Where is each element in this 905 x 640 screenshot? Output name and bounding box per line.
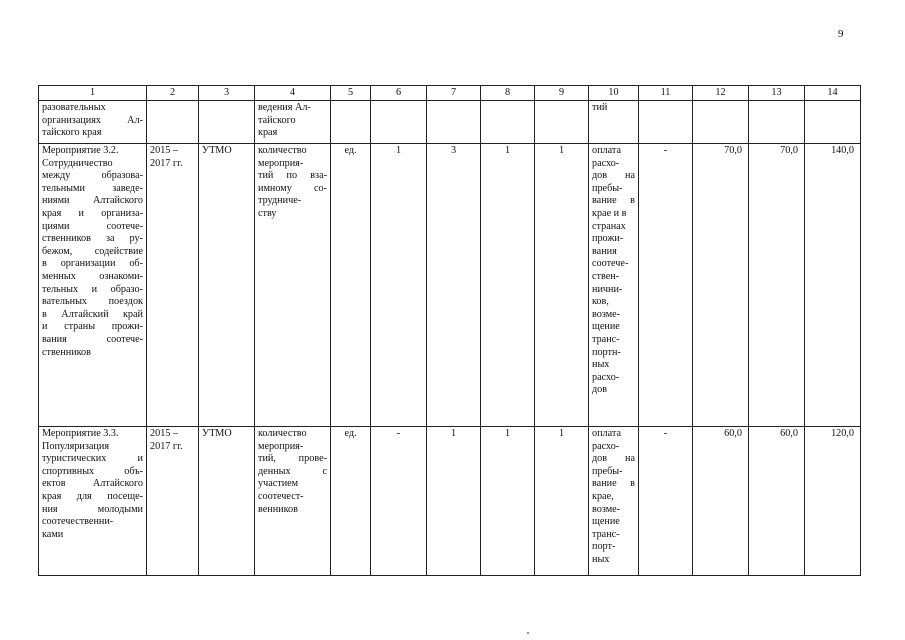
cell-line: мероприя- — [258, 157, 304, 169]
cell-line: ниями Алтайского — [42, 195, 143, 207]
cell-line: расхо- — [592, 440, 620, 452]
cell-line: ственников за ру- — [42, 233, 143, 245]
table-row — [39, 144, 861, 427]
value-cell: 70,0 — [749, 144, 805, 427]
cell-line: тельными заведе- — [42, 182, 143, 194]
cell-line: вание в — [592, 478, 635, 490]
cell-line: дов — [592, 384, 608, 396]
header-cell: 3 — [199, 86, 255, 101]
scan-speck — [527, 632, 529, 634]
cell-line: между образова- — [42, 170, 143, 182]
activity-cell — [39, 101, 147, 144]
header-cell: 10 — [589, 86, 639, 101]
header-cell: 7 — [427, 86, 481, 101]
cell-line: портн- — [592, 346, 621, 358]
header-cell: 5 — [331, 86, 371, 101]
cell-line: тий, прове- — [258, 453, 327, 465]
header-cell: 13 — [749, 86, 805, 101]
cell-line: тельных и образо- — [42, 283, 143, 295]
cell-line: Сотрудничество — [42, 157, 113, 169]
cell-line: 2015 – — [150, 145, 179, 156]
cell-line: вание в — [592, 195, 635, 207]
cell-line: оплата — [592, 428, 621, 439]
cell-line: ствен- — [592, 270, 620, 282]
cell-line: края — [258, 127, 278, 139]
value-cell — [805, 101, 861, 144]
cell-line: участием — [258, 478, 299, 490]
cell-line: порт- — [592, 541, 616, 553]
value-cell — [693, 101, 749, 144]
expense-cell — [589, 101, 639, 144]
value-cell: 3 — [427, 144, 481, 427]
value-cell — [749, 101, 805, 144]
header-cell: 14 — [805, 86, 861, 101]
unit-cell: ед. — [331, 427, 371, 576]
program-table — [38, 85, 861, 576]
column-number-row — [39, 86, 861, 101]
cell-line: ных — [592, 359, 610, 371]
page-number: 9 — [838, 28, 844, 40]
value-cell: - — [639, 144, 693, 427]
cell-line: крае и в — [592, 207, 627, 219]
cell-line: транс- — [592, 333, 620, 345]
cell-line: в организации об- — [42, 258, 143, 270]
cell-line: щение — [592, 321, 620, 333]
value-cell: - — [639, 427, 693, 576]
cell-line: ственников — [42, 346, 91, 358]
cell-line: соотечест- — [258, 490, 304, 502]
cell-line: спортивных объ- — [42, 465, 143, 477]
header-cell: 6 — [371, 86, 427, 101]
cell-line: ектов Алтайского — [42, 478, 143, 490]
activity-cell — [39, 144, 147, 427]
value-cell — [481, 101, 535, 144]
cell-line: оплата — [592, 145, 621, 156]
expense-cell — [589, 144, 639, 427]
cell-line: края для посеще- — [42, 490, 143, 502]
value-cell: 1 — [481, 144, 535, 427]
cell-line: в Алтайский край — [42, 308, 143, 320]
cell-line: вания — [592, 245, 617, 257]
cell-line: и страны прожи- — [42, 321, 143, 333]
value-cell — [427, 101, 481, 144]
header-cell: 8 — [481, 86, 535, 101]
cell-line: Мероприятие 3.3. — [42, 428, 119, 439]
value-cell: 60,0 — [749, 427, 805, 576]
cell-line: возме- — [592, 308, 621, 320]
header-cell: 9 — [535, 86, 589, 101]
value-cell: 60,0 — [693, 427, 749, 576]
cell-line: бежом, содействие — [42, 245, 143, 257]
cell-line: соотечественни- — [42, 516, 114, 528]
cell-line: расхо- — [592, 371, 620, 383]
cell-line: тий по вза- — [258, 170, 327, 182]
cell-line: организациях Ал- — [42, 114, 143, 126]
cell-line: разовательных — [42, 102, 106, 113]
unit-cell — [331, 101, 371, 144]
cell-line: количество — [258, 428, 307, 439]
cell-line: дов на — [592, 453, 635, 465]
executor-cell — [199, 101, 255, 144]
cell-line: пребы- — [592, 465, 623, 477]
cell-line: количество — [258, 145, 307, 156]
table-row — [39, 427, 861, 576]
cell-line: денных с — [258, 465, 327, 477]
cell-line: ков, — [592, 296, 609, 308]
cell-line: дов на — [592, 170, 635, 182]
cell-line: 2015 – — [150, 428, 179, 439]
cell-line: транс- — [592, 528, 620, 540]
cell-line: Популяризация — [42, 440, 109, 452]
value-cell — [371, 101, 427, 144]
expense-cell — [589, 427, 639, 576]
cell-line: мероприя- — [258, 440, 304, 452]
cell-line: тайского — [258, 114, 296, 126]
cell-line: туристических и — [42, 453, 143, 465]
cell-line: 2017 гг. — [150, 440, 183, 452]
cell-line: циями соотече- — [42, 220, 143, 232]
table-row — [39, 101, 861, 144]
value-cell: 1 — [481, 427, 535, 576]
value-cell: 140,0 — [805, 144, 861, 427]
cell-line: вательных поездок — [42, 296, 143, 308]
cell-line: ству — [258, 207, 277, 219]
cell-line: трудниче- — [258, 195, 302, 207]
indicator-cell — [255, 101, 331, 144]
indicator-cell — [255, 144, 331, 427]
cell-line: ками — [42, 528, 64, 540]
cell-line: прожи- — [592, 233, 624, 245]
period-cell — [147, 144, 199, 427]
cell-line: щение — [592, 516, 620, 528]
indicator-cell — [255, 427, 331, 576]
value-cell: 120,0 — [805, 427, 861, 576]
value-cell: 1 — [535, 144, 589, 427]
cell-line: тайского края — [42, 127, 102, 139]
cell-line: возме- — [592, 503, 621, 515]
cell-line: ных — [592, 553, 610, 565]
cell-line: странах — [592, 220, 626, 232]
executor-cell: УТМО — [199, 144, 255, 427]
value-cell: 1 — [535, 427, 589, 576]
cell-line: крае, — [592, 490, 614, 502]
cell-line: тий — [592, 102, 608, 113]
header-cell: 11 — [639, 86, 693, 101]
value-cell: - — [371, 427, 427, 576]
cell-line: края и организа- — [42, 207, 143, 219]
cell-line: Мероприятие 3.2. — [42, 145, 119, 156]
cell-line: пребы- — [592, 182, 623, 194]
header-cell: 12 — [693, 86, 749, 101]
cell-line: соотече- — [592, 258, 629, 270]
activity-cell — [39, 427, 147, 576]
header-cell: 1 — [39, 86, 147, 101]
cell-line: ведения Ал- — [258, 102, 311, 113]
value-cell — [639, 101, 693, 144]
value-cell: 1 — [427, 427, 481, 576]
cell-line: вания соотече- — [42, 333, 143, 345]
cell-line: ния молодыми — [42, 503, 143, 515]
value-cell — [535, 101, 589, 144]
cell-line: 2017 гг. — [150, 157, 183, 169]
period-cell — [147, 427, 199, 576]
header-cell: 4 — [255, 86, 331, 101]
cell-line: имному со- — [258, 182, 327, 194]
executor-cell: УТМО — [199, 427, 255, 576]
header-cell: 2 — [147, 86, 199, 101]
cell-line: нични- — [592, 283, 623, 295]
cell-line: менных ознакоми- — [42, 270, 143, 282]
unit-cell: ед. — [331, 144, 371, 427]
value-cell: 1 — [371, 144, 427, 427]
cell-line: венников — [258, 503, 298, 515]
value-cell: 70,0 — [693, 144, 749, 427]
period-cell — [147, 101, 199, 144]
cell-line: расхо- — [592, 157, 620, 169]
